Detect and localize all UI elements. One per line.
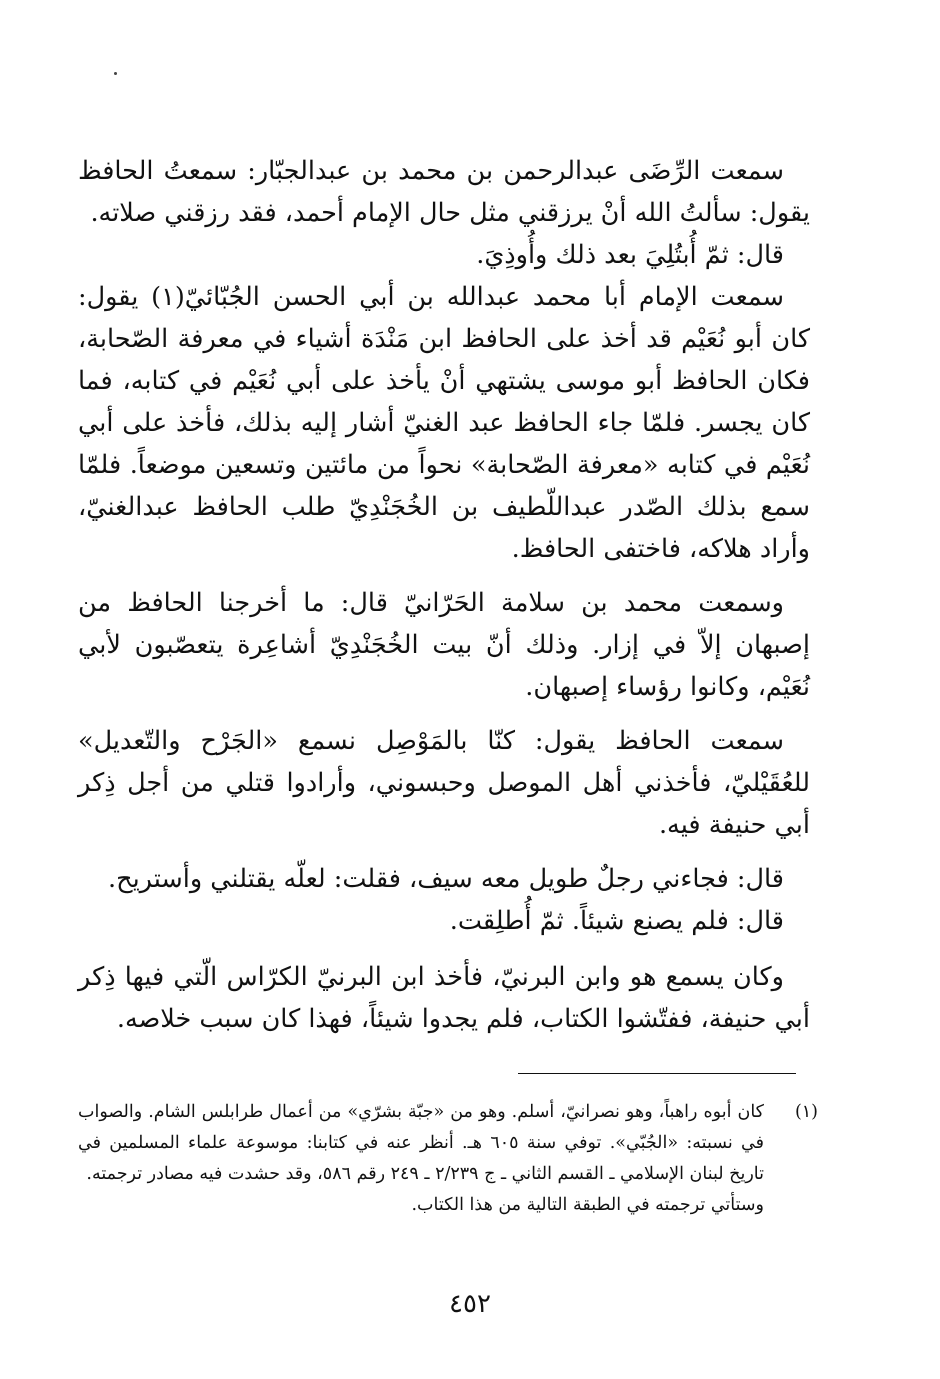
paragraph-8: وكان يسمع هو وابن البرنيّ، فأخذ ابن البرنيّ الكرّاس الّتي فيها ذِكر أبي حنيفة، ففتّشوا الكتاب، فلم يجدوا شيئاً، فهذا كان سبب خلاصه. bbox=[78, 962, 810, 1034]
paragraph-3: سمعت الإمام أبا محمد عبدالله بن أبي الحسن الجُبّائيّ(١) يقول: كان أبو نُعَيْم قد أخذ على الحافظ ابن مَنْدَة أشياء في معرفة الصّحابة، فكان الحافظ أبو موسى يشتهي أنْ يأخذ على أبي نُعَيْم في كتابه، فما كان يجسر. فلمّا جاء الحافظ عبد الغنيّ أشار إليه بذلك، فأخذ على أبي نُعَيْم في كتابه «معرفة الصّحابة» نحواً من مائتين وتسعين موضعاً. فلمّا سمع بذلك الصّدر عبداللّطيف بن الخُجَنْدِيّ طلب الحافظ عبدالغنيّ، وأراد هلاكه، فاختفى الحافظ. bbox=[78, 282, 810, 564]
footnote-line-1: كان أبوه راهباً، وهو نصرانيّ، أسلم. وهو من «جبّة بشرّي» من أعمال طرابلس الشام. والصواب في نسبته: «الجُبّي». توفي سنة ٦٠٥ هـ. أنظر عنه في كتابنا: موسوعة علماء المسلمين في تاريخ لبنان الإسلامي ـ القسم الثاني ـ ج ٢/٢٣٩ ـ ٢٤٩ رقم ٥٨٦، وقد حشدت فيه مصادر ترجمته. bbox=[78, 1102, 764, 1184]
page-number: ٤٥٢ bbox=[449, 1289, 491, 1319]
footnote-row bbox=[78, 1097, 818, 1221]
paragraph-7: قال: فلم يصنع شيئاً. ثمّ أُطلِقت. bbox=[449, 906, 784, 936]
footnote bbox=[78, 1097, 818, 1221]
paragraph-2: قال: ثمّ أُبتُلِيَ بعد ذلك وأُوذِيَ. bbox=[476, 240, 784, 270]
paragraph-4: وسمعت محمد بن سلامة الحَرّانيّ قال: ما أخرجنا الحافظ من إصبهان إلاّ في إزار. وذلك أنّ بيت الخُجَنْدِيّ أشاعِرة يتعصّبون لأبي نُعَيْم، وكانوا رؤساء إصبهان. bbox=[78, 588, 810, 702]
paragraph-5: سمعت الحافظ يقول: كنّا بالمَوْصِل نسمع «الجَرْح والتّعديل» للعُقَيْليّ، فأخذني أهل الموصل وحبسوني، وأرادوا قتلي من أجل ذِكر أبي حنيفة فيه. bbox=[78, 726, 810, 840]
footnote-line-2: وستأتي ترجمته في الطبقة التالية من هذا الكتاب. bbox=[411, 1195, 764, 1215]
footnote-text bbox=[78, 1097, 764, 1221]
footnote-separator bbox=[518, 1073, 796, 1074]
main-text bbox=[78, 150, 810, 1040]
scan-speck bbox=[114, 72, 117, 75]
paragraph-6: قال: فجاءني رجلٌ طويل معه سيف، فقلت: لعلّه يقتلني وأستريح. bbox=[108, 864, 784, 894]
paragraph-1: سمعت الرِّضَى عبدالرحمن بن محمد بن عبدالجبّار: سمعتُ الحافظ يقول: سألتُ الله أنْ يرزقني مثل حال الإمام أحمد، فقد رزقني صلاته. bbox=[78, 156, 810, 228]
footnote-number: (١) bbox=[794, 1102, 818, 1122]
